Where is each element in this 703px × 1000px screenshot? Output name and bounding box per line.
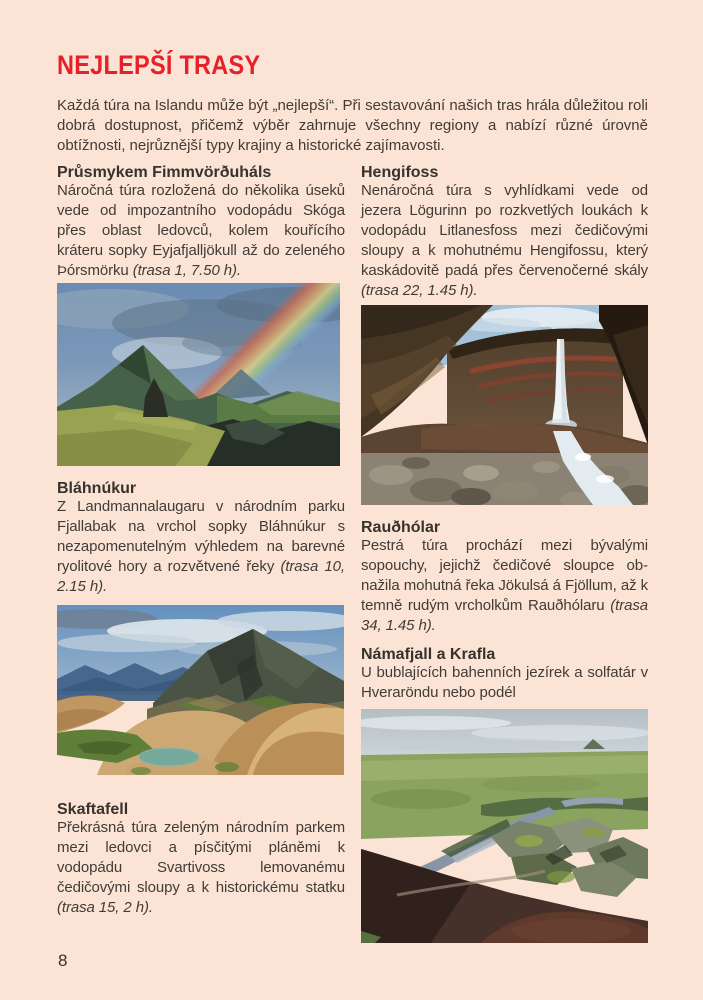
route-note: (trasa 34, 1.45 h).: [361, 597, 648, 634]
section-fimmvorduhals: [57, 164, 345, 281]
section-heading: Průsmykem Fimmvörðuháls: [57, 164, 272, 181]
section-body: Náročná túra rozložená do několika úseků vede od impozantního vodopádu Skóga přes oblast ledovců, kolem kouřícího kráteru sopky Eyjafjalljökull až do zeleného Þórsmörku (trasa 1, 7.50 h).: [57, 182, 345, 279]
section-blahnukur: [57, 480, 345, 597]
rainbow-landscape-illustration: [57, 283, 340, 466]
section-skaftafell: [57, 801, 345, 918]
route-note: (trasa 10, 2.15 h).: [57, 558, 345, 595]
waterfall-illustration: [361, 305, 648, 505]
page-title: NEJLEPŠÍ TRASY: [57, 50, 261, 80]
route-note: (trasa 15, 2 h).: [57, 899, 153, 916]
section-heading: Bláhnúkur: [57, 480, 137, 497]
route-note: (trasa 22, 1.45 h).: [361, 282, 478, 299]
intro-paragraph: Každá túra na Islandu může být „nejlepší“. Při sestavování našich tras hrála důležitou roli dobrá dostupnost, přičemž výběr zahrnuje všechny regiony a nabízí různé úrovně obtížnosti, nejrůznější typy krajiny a historické zajímavosti.: [57, 97, 648, 154]
page-number: 8: [58, 951, 68, 970]
two-column-layout: [57, 164, 648, 943]
page-content: [57, 0, 648, 943]
section-body: Pestrá túra prochází mezi bývalými sopouchy, jejichž čedičové sloupce obnažila mohutná řeka Jökulsá á Fjöllum, až k temně rudým vrcholkům Rauðhólaru (trasa 34, 1.45 h).: [361, 537, 648, 634]
section-body: U bublajících bahenních jezírek a solfatár v Hveraröndu nebo podél: [361, 664, 648, 701]
lava-canyon-illustration: [361, 709, 648, 943]
section-heading: Rauðhólar: [361, 519, 441, 536]
route-note: (trasa 1, 7.50 h).: [132, 262, 241, 279]
section-heading: Skaftafell: [57, 801, 129, 818]
photo-hengifoss-waterfall: [361, 305, 648, 505]
rhyolite-mountains-illustration: [57, 605, 344, 775]
photo-fimmvorduhals-rainbow: [57, 283, 345, 466]
right-column: [361, 164, 648, 943]
section-body: Nenáročná túra s vyhlídkami vede od jezera Lögurinn po rozkvetlých loukách k vodopádu Litlanesfoss mezi čedičovými sloupy a k mohutnému Hengifossu, který kaskádovitě padá přes červenočerné skály (trasa 22, 1.45 h).: [361, 182, 648, 299]
section-raudholar: [361, 519, 648, 636]
section-hengifoss: [361, 164, 648, 301]
section-body: Z Landmannalaugaru v národním parku Fjallabak na vrchol sopky Bláhnúkur s nezapomenutelným výhledem na barevné ryolitové hory a rozvětvené řeky (trasa 10, 2.15 h).: [57, 498, 345, 595]
section-namafjall: [361, 646, 648, 703]
section-heading: Námafjall a Krafla: [361, 646, 496, 663]
photo-namafjall-canyon: [361, 709, 648, 943]
left-column: [57, 164, 345, 943]
photo-blahnukur-rhyolite: [57, 605, 345, 775]
section-heading: Hengifoss: [361, 164, 439, 181]
section-body: Překrásná túra zeleným národním parkem mezi ledovci a písčitými pláněmi k vodopádu Svartivoss lemovanému čedičovými sloupy a k historickému statku (trasa 15, 2 h).: [57, 819, 345, 916]
